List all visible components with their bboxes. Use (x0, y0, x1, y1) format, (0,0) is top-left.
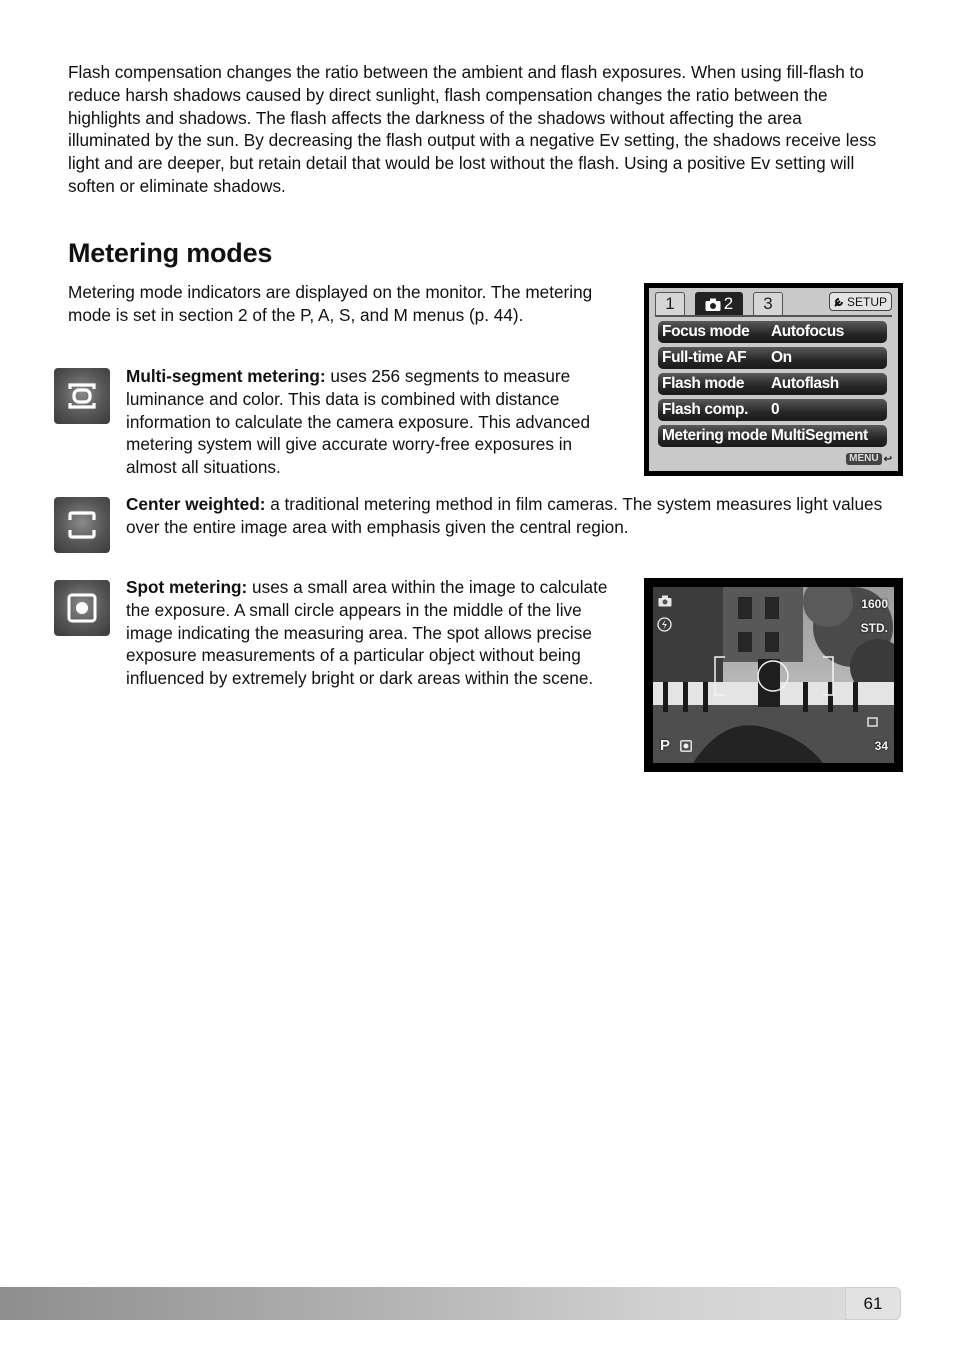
section-heading: Metering modes (68, 238, 273, 268)
camera-icon (705, 298, 721, 311)
center-weighted-title: Center weighted: (126, 494, 266, 514)
footer-bar (0, 1287, 897, 1320)
menu-row-flash-mode[interactable]: Flash mode Autoflash (658, 373, 887, 395)
spot-metering-title: Spot metering: (126, 577, 248, 597)
multi-segment-description: Multi-segment metering: uses 256 segments to measure luminance and color. This data is combined with distance information to calculate the camera exposure. This advanced metering system will give accurate worry-free exposures in almost all situations. (126, 366, 591, 478)
multi-segment-metering-icon (54, 368, 110, 424)
camera-menu-screen (644, 283, 903, 476)
spot-metering-description: Spot metering: uses a small area within the image to calculate the exposure. A small circle appears in the middle of the live image indicating the measuring area. The spot allows precise exposure measurements of a particular object without being influenced by extremely bright or dark areas within the scene. (126, 577, 608, 689)
page-number: 61 (845, 1287, 901, 1320)
menu-back-button[interactable]: MENU ↩ (846, 452, 892, 466)
frame-counter: 34 (874, 739, 888, 753)
spot-metering-icon (54, 580, 110, 636)
center-weighted-description: Center weighted: a traditional metering method in film cameras. The system measures light values over the entire image area with emphasis given the central region. (126, 494, 883, 537)
wrench-icon (834, 296, 845, 307)
flash-icon (657, 617, 672, 635)
menu-tab-1[interactable]: 1 (655, 292, 685, 315)
spot-metering-indicator-icon (680, 740, 692, 755)
tab-divider (655, 315, 892, 317)
camera-mode-icon (658, 595, 672, 610)
image-quality-display: STD. (860, 621, 888, 635)
af-frame-overlay (653, 587, 894, 763)
setup-tab[interactable]: SETUP (829, 292, 892, 311)
lead-paragraph: Metering mode indicators are displayed on the monitor. The metering mode is set in section 2 of the P, A, S, and M menus (p. 44). (68, 282, 593, 325)
menu-row-flash-comp[interactable]: Flash comp. 0 (658, 399, 887, 421)
menu-row-metering-mode[interactable]: Metering mode MultiSegment (658, 425, 887, 447)
live-view-screen (644, 578, 903, 772)
return-arrow-icon: ↩ (883, 453, 892, 465)
menu-row-focus-mode[interactable]: Focus mode Autofocus (658, 321, 887, 343)
menu-tab-2[interactable]: 2 (695, 292, 743, 315)
center-weighted-metering-icon (54, 497, 110, 553)
menu-row-full-time-af[interactable]: Full-time AF On (658, 347, 887, 369)
iso-display: 1600 (861, 597, 888, 611)
spot-circle (758, 661, 788, 691)
intro-paragraph: Flash compensation changes the ratio between the ambient and flash exposures. When using fill-flash to reduce harsh shadows caused by direct sunlight, flash compensation changes the ratio between the highlights and shadows. The flash affects the darkness of the shadows without affecting the area illuminated by the sun. By decreasing the flash output with a negative Ev setting, the shadows receive less light and are deeper, but retain detail that would be lost without the flash. Using a positive Ev setting will soften or eliminate shadows. (68, 62, 877, 196)
multi-segment-title: Multi-segment metering: (126, 366, 326, 386)
menu-tab-3[interactable]: 3 (753, 292, 783, 315)
exposure-mode-display: P (660, 737, 671, 754)
